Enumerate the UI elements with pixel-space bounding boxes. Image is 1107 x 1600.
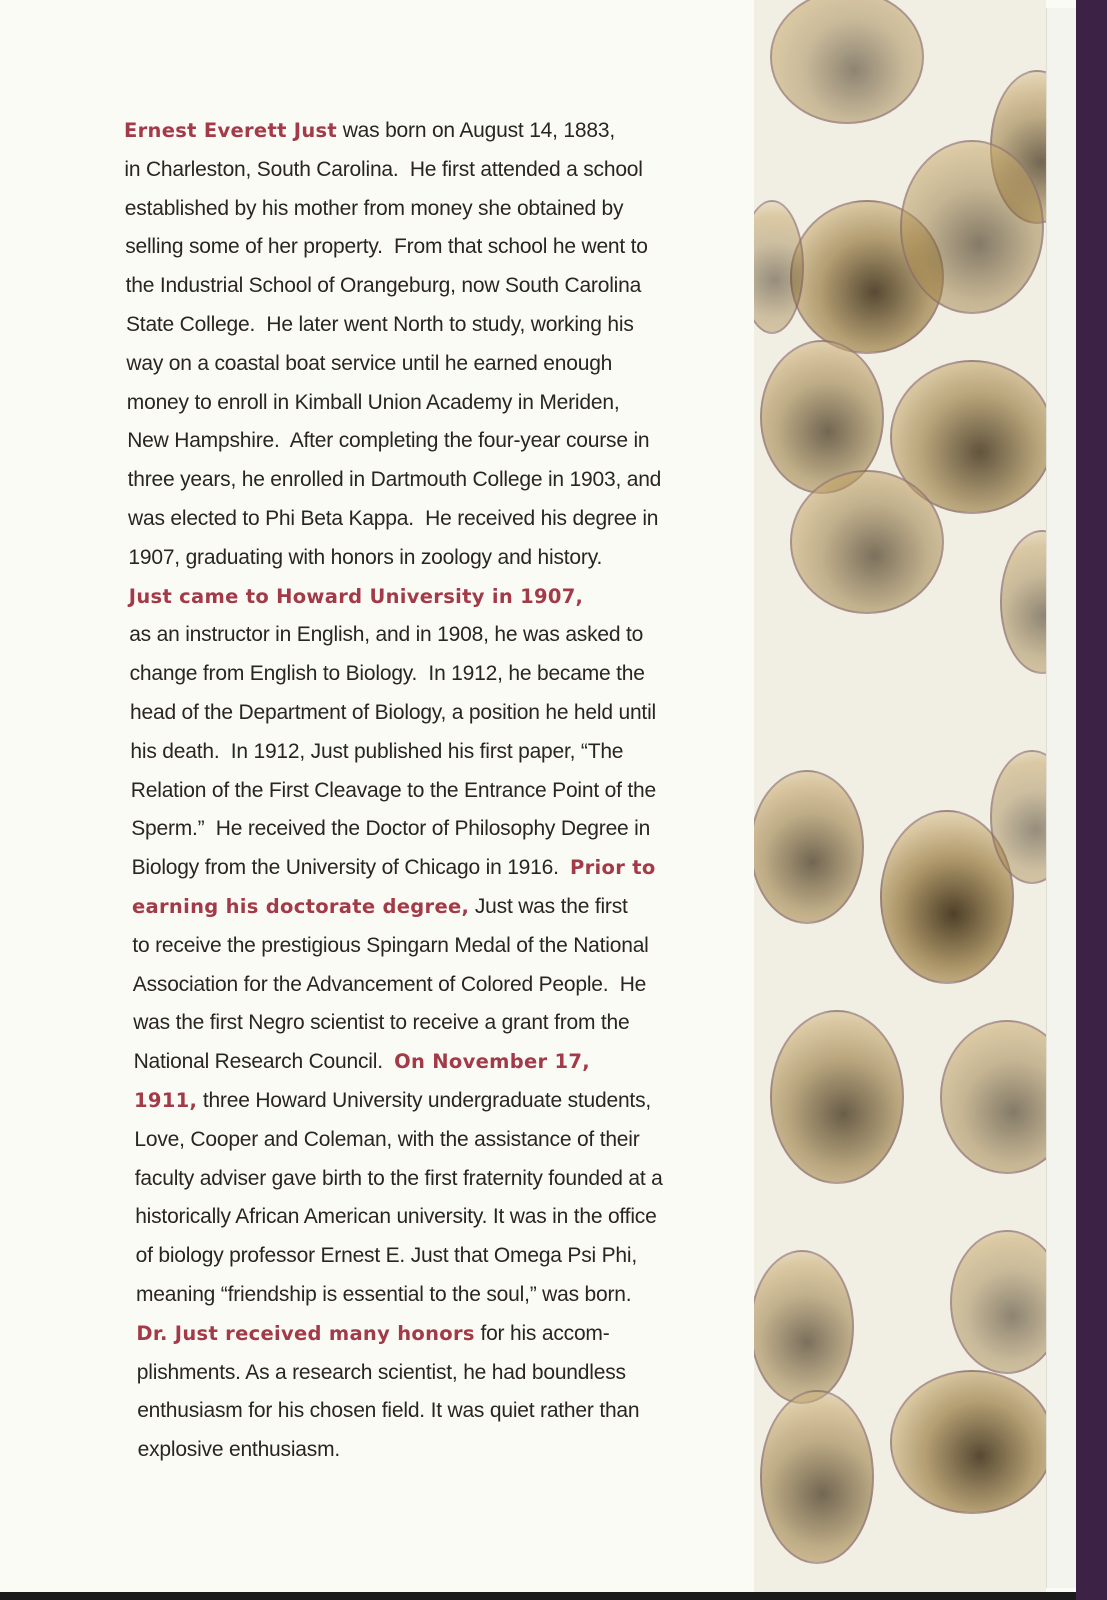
- body-text: three Howard University undergraduate students,: [197, 1088, 652, 1112]
- embryo-cell: [770, 0, 924, 124]
- body-text: Biology from the University of Chicago in 1916.: [131, 856, 571, 880]
- body-text: State College. He later went North to study, working his: [126, 312, 634, 336]
- embryo-cell: [890, 1370, 1046, 1514]
- embryo-cell: [770, 1010, 904, 1184]
- text-line: [125, 190, 724, 229]
- text-line: [136, 1276, 724, 1315]
- text-line: [131, 810, 724, 849]
- body-text: of biology professor Ernest E. Just that Omega Psi Phi,: [135, 1244, 638, 1268]
- embryo-cell: [940, 1020, 1046, 1174]
- text-line: [128, 461, 724, 500]
- embryo-micrograph-image: [754, 0, 1046, 1592]
- text-line: [133, 1004, 724, 1043]
- text-line: [129, 616, 724, 655]
- highlighted-phrase: Ernest Everett Just: [124, 119, 338, 142]
- highlighted-phrase: Just came to Howard University in 1907,: [128, 584, 584, 608]
- text-line: [134, 1121, 724, 1160]
- embryo-cell: [754, 1250, 854, 1404]
- body-text: plishments. As a research scientist, he had boundless: [136, 1360, 626, 1384]
- text-line: [130, 694, 724, 733]
- embryo-cell: [754, 200, 804, 334]
- body-text: explosive enthusiasm.: [137, 1438, 340, 1462]
- page-edge: [1046, 8, 1077, 1588]
- body-text: historically African American university. It was in the office: [135, 1205, 657, 1229]
- body-text: Sperm.” He received the Doctor of Philosophy Degree in: [131, 817, 651, 841]
- text-line: [137, 1392, 724, 1431]
- text-line: [132, 888, 724, 927]
- embryo-cell: [900, 140, 1044, 314]
- body-text: was the first Negro scientist to receive a grant from the: [133, 1011, 630, 1035]
- text-line: [127, 422, 724, 461]
- highlighted-phrase: 1911,: [134, 1088, 198, 1112]
- text-line: [124, 151, 724, 190]
- body-text: faculty adviser gave birth to the first fraternity founded at a: [134, 1166, 663, 1190]
- text-line: [127, 384, 724, 423]
- body-text: the Industrial School of Orangeburg, now South Carolina: [125, 274, 642, 298]
- embryo-cell: [760, 1390, 874, 1564]
- text-line: [126, 306, 724, 345]
- body-text: as an instructor in English, and in 1908, he was asked to: [129, 623, 644, 647]
- text-line: [124, 112, 724, 151]
- text-line: [135, 1198, 724, 1237]
- body-text: head of the Department of Biology, a position he held until: [130, 700, 656, 724]
- text-line: [136, 1237, 724, 1276]
- text-line: [135, 1160, 724, 1199]
- text-line: [133, 966, 724, 1005]
- highlighted-phrase: On November 17,: [394, 1050, 590, 1074]
- biography-text: [124, 112, 724, 1470]
- body-text: three years, he enrolled in Dartmouth College in 1903, and: [127, 468, 662, 492]
- embryo-cell: [754, 770, 864, 924]
- body-text: Relation of the First Cleavage to the Entrance Point of the: [130, 778, 656, 802]
- text-line: [126, 345, 724, 384]
- body-text: his death. In 1912, Just published his first paper, “The: [130, 739, 624, 763]
- body-text: was elected to Phi Beta Kappa. He received his degree in: [128, 506, 659, 530]
- text-line: [129, 578, 724, 617]
- text-line: [131, 772, 724, 811]
- highlighted-phrase: Prior to: [570, 856, 656, 880]
- text-line: [138, 1431, 724, 1470]
- body-text: Just was the first: [469, 894, 628, 918]
- body-text: to receive the prestigious Spingarn Medal of the National: [132, 933, 649, 957]
- text-line: [126, 267, 724, 306]
- text-line: [134, 1043, 724, 1082]
- embryo-cell: [950, 1230, 1046, 1374]
- body-text: New Hampshire. After completing the four-year course in: [127, 429, 650, 453]
- body-text: for his accom-: [474, 1321, 610, 1345]
- text-line: [125, 228, 724, 267]
- text-line: [134, 1082, 724, 1121]
- body-text: Association for the Advancement of Colored People. He: [132, 972, 647, 996]
- body-text: in Charleston, South Carolina. He first attended a school: [124, 157, 643, 181]
- body-text: money to enroll in Kimball Union Academy in Meriden,: [126, 390, 620, 414]
- body-text: 1907, graduating with honors in zoology and history.: [128, 545, 603, 569]
- body-text: selling some of her property. From that school he went to: [125, 235, 648, 259]
- body-text: established by his mother from money she obtained by: [124, 196, 624, 220]
- text-line: [130, 733, 724, 772]
- highlighted-phrase: earning his doctorate degree,: [132, 894, 470, 918]
- embryo-cell: [1000, 530, 1046, 674]
- embryo-cell: [790, 470, 944, 614]
- body-text: Love, Cooper and Coleman, with the assistance of their: [134, 1127, 640, 1151]
- body-text: was born on August 14, 1883,: [337, 119, 615, 142]
- body-text: National Research Council.: [133, 1050, 395, 1074]
- body-text: way on a coastal boat service until he earned enough: [126, 351, 613, 375]
- text-line: [132, 849, 724, 888]
- text-line: [128, 500, 724, 539]
- text-line: [132, 927, 724, 966]
- text-line: [137, 1354, 724, 1393]
- text-line: [128, 539, 724, 578]
- body-text: change from English to Biology. In 1912, he became the: [129, 662, 645, 686]
- text-line: [130, 655, 724, 694]
- body-text: enthusiasm for his chosen field. It was quiet rather than: [137, 1399, 640, 1423]
- body-text: meaning “friendship is essential to the soul,” was born.: [136, 1282, 632, 1306]
- book-spine: [1076, 0, 1107, 1600]
- highlighted-phrase: Dr. Just received many honors: [136, 1321, 475, 1345]
- text-line: [136, 1315, 724, 1354]
